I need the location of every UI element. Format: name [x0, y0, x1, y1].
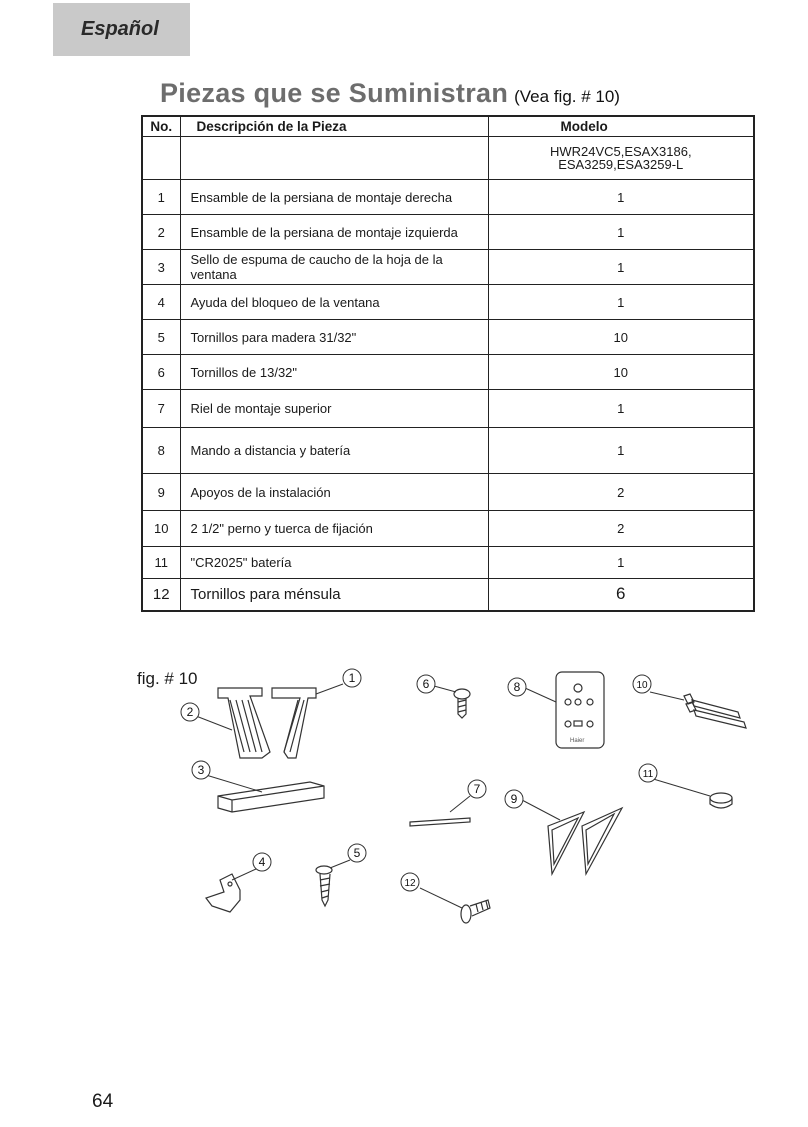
small-screw-illustration [454, 689, 470, 718]
row-description: Ensamble de la persiana de montaje derecha [180, 180, 488, 215]
panel-brackets-illustration [218, 688, 316, 758]
callout-7: 7 [473, 782, 481, 796]
row-qty: 1 [488, 215, 754, 250]
table-row [142, 511, 754, 547]
window-lock-illustration [206, 874, 240, 912]
table-row [142, 390, 754, 428]
row-no: 1 [142, 180, 180, 215]
row-description: Riel de montaje superior [180, 390, 488, 428]
row-qty: 2 [488, 511, 754, 547]
row-description: "CR2025" batería [180, 547, 488, 579]
model-names [488, 137, 754, 180]
row-no: 5 [142, 320, 180, 355]
callout-3: 3 [197, 763, 205, 777]
page-number: 64 [92, 1091, 114, 1112]
callout-8: 8 [513, 680, 521, 694]
row-qty: 1 [488, 250, 754, 285]
table-row [142, 474, 754, 511]
model-line-2: ESA3259,ESA3259-L [558, 157, 684, 172]
row-no: 12 [142, 579, 180, 611]
battery-illustration [710, 793, 732, 808]
row-description: Sello de espuma de caucho de la hoja de la ventana [180, 250, 488, 285]
table-row [142, 180, 754, 215]
foam-seal-illustration [218, 782, 324, 812]
row-qty: 2 [488, 474, 754, 511]
row-qty: 1 [488, 285, 754, 320]
table-row [142, 285, 754, 320]
wood-screw-illustration [316, 866, 332, 906]
remote-control-illustration [556, 672, 604, 748]
model-line-1: HWR24VC5,ESAX3186, [549, 144, 692, 159]
header-description: Descripción de la Pieza [180, 116, 488, 137]
callout-9: 9 [510, 792, 518, 806]
callout-10: 10 [636, 680, 648, 691]
language-label: Español [81, 18, 159, 40]
title-main: Piezas que se Suministran [160, 78, 509, 108]
header-no: No. [142, 116, 180, 137]
parts-illustration [0, 640, 808, 960]
table-row [142, 320, 754, 355]
table-row [142, 579, 754, 611]
row-qty: 6 [488, 579, 754, 611]
row-qty: 1 [488, 390, 754, 428]
row-no: 2 [142, 215, 180, 250]
callout-12: 12 [404, 878, 416, 889]
callout-4: 4 [258, 855, 266, 869]
row-qty: 10 [488, 320, 754, 355]
header-model: Modelo [488, 116, 754, 137]
table-row [142, 215, 754, 250]
table-header-row [142, 116, 754, 137]
callout-11: 11 [642, 769, 654, 780]
row-description: Tornillos para ménsula [180, 579, 488, 611]
row-description: Apoyos de la instalación [180, 474, 488, 511]
row-description: Ayuda del bloqueo de la ventana [180, 285, 488, 320]
row-qty: 1 [488, 180, 754, 215]
title-ref: (Vea fig. # 10) [514, 87, 620, 106]
table-row [142, 428, 754, 474]
row-no: 3 [142, 250, 180, 285]
row-no: 9 [142, 474, 180, 511]
figure-label: fig. # 10 [137, 669, 198, 688]
bracket-screw-illustration [461, 900, 490, 923]
row-description: Mando a distancia y batería [180, 428, 488, 474]
table-row [142, 250, 754, 285]
top-rail-illustration [410, 818, 470, 826]
callout-2: 2 [186, 705, 194, 719]
row-qty: 10 [488, 355, 754, 390]
callout-6: 6 [422, 677, 430, 691]
bolts-illustration [684, 694, 746, 728]
parts-table [141, 115, 755, 612]
installation-supports-illustration [548, 808, 622, 874]
row-description: Ensamble de la persiana de montaje izquierda [180, 215, 488, 250]
row-description: Tornillos para madera 31/32" [180, 320, 488, 355]
row-no: 6 [142, 355, 180, 390]
model-row [142, 137, 754, 180]
page-title [160, 78, 620, 109]
row-qty: 1 [488, 428, 754, 474]
table-row [142, 547, 754, 579]
row-description: Tornillos de 13/32" [180, 355, 488, 390]
row-no: 10 [142, 511, 180, 547]
callout-1: 1 [348, 671, 356, 685]
row-no: 7 [142, 390, 180, 428]
language-tab [53, 3, 190, 56]
table-row [142, 355, 754, 390]
row-no: 11 [142, 547, 180, 579]
row-no: 4 [142, 285, 180, 320]
row-description: 2 1/2" perno y tuerca de fijación [180, 511, 488, 547]
callout-5: 5 [353, 846, 361, 860]
row-no: 8 [142, 428, 180, 474]
row-qty: 1 [488, 547, 754, 579]
remote-brand: Haier [570, 738, 585, 744]
